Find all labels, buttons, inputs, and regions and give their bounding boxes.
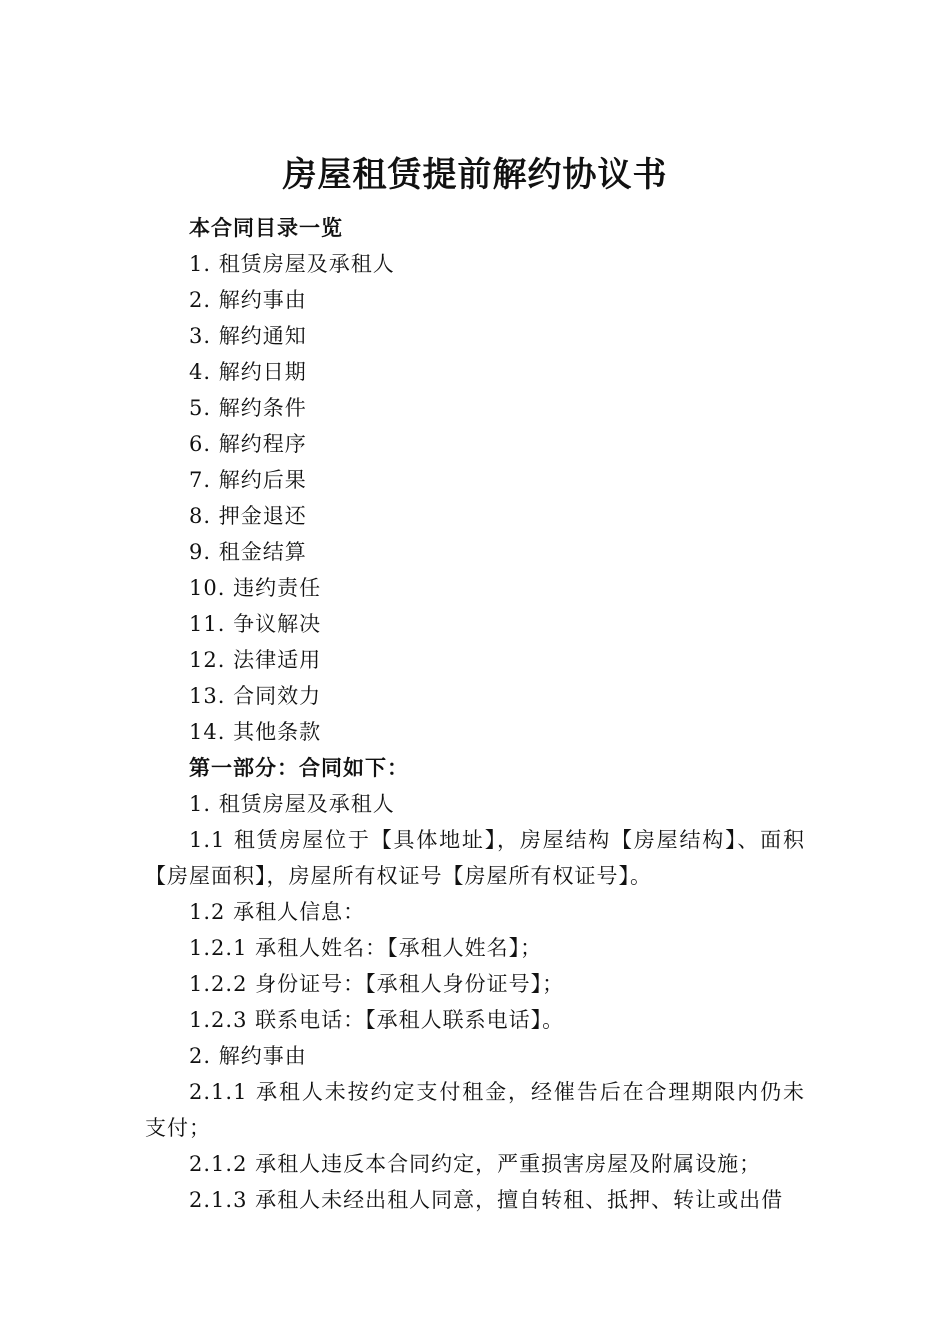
clause-2-1-3: 2.1.3 承租人未经出租人同意，擅自转租、抵押、转让或出借 [189,1188,784,1212]
document-body [145,210,805,1218]
toc-item: 2. 解约事由 [189,288,307,312]
clause-1-2-1: 1.2.1 承租人姓名：【承租人姓名】； [189,936,543,960]
toc-item: 3. 解约通知 [189,324,307,348]
section-heading: 2. 解约事由 [189,1044,307,1068]
toc-item: 8. 押金退还 [189,504,307,528]
clause-1-2: 1.2 承租人信息： [189,900,366,924]
toc-item: 13. 合同效力 [189,684,322,708]
clause-2-1-1: 2.1.1 承租人未按约定支付租金，经催告后在合理期限内仍未支付； [145,1080,805,1140]
part-one-heading: 第一部分：合同如下： [189,755,409,780]
toc-item: 14. 其他条款 [189,720,322,744]
toc-item: 4. 解约日期 [189,360,307,384]
clause-1-1: 1.1 租赁房屋位于【具体地址】，房屋结构【房屋结构】、面积【房屋面积】，房屋所有权证号【房屋所有权证号】。 [145,828,805,888]
clause-2-1-2: 2.1.2 承租人违反本合同约定，严重损害房屋及附属设施； [189,1152,762,1176]
toc-item: 6. 解约程序 [189,432,307,456]
toc-item: 1. 租赁房屋及承租人 [189,252,395,276]
clause-1-2-3: 1.2.3 联系电话：【承租人联系电话】。 [189,1008,565,1032]
toc-item: 5. 解约条件 [189,396,307,420]
toc-item: 9. 租金结算 [189,540,307,564]
toc-item: 11. 争议解决 [189,612,322,636]
clause-1-2-2: 1.2.2 身份证号：【承租人身份证号】； [189,972,565,996]
section-heading: 1. 租赁房屋及承租人 [189,792,395,816]
toc-heading: 本合同目录一览 [189,215,343,240]
toc-item: 7. 解约后果 [189,468,307,492]
toc-item: 12. 法律适用 [189,648,322,672]
toc-item: 10. 违约责任 [189,576,322,600]
document-title: 房屋租赁提前解约协议书 [282,155,668,195]
